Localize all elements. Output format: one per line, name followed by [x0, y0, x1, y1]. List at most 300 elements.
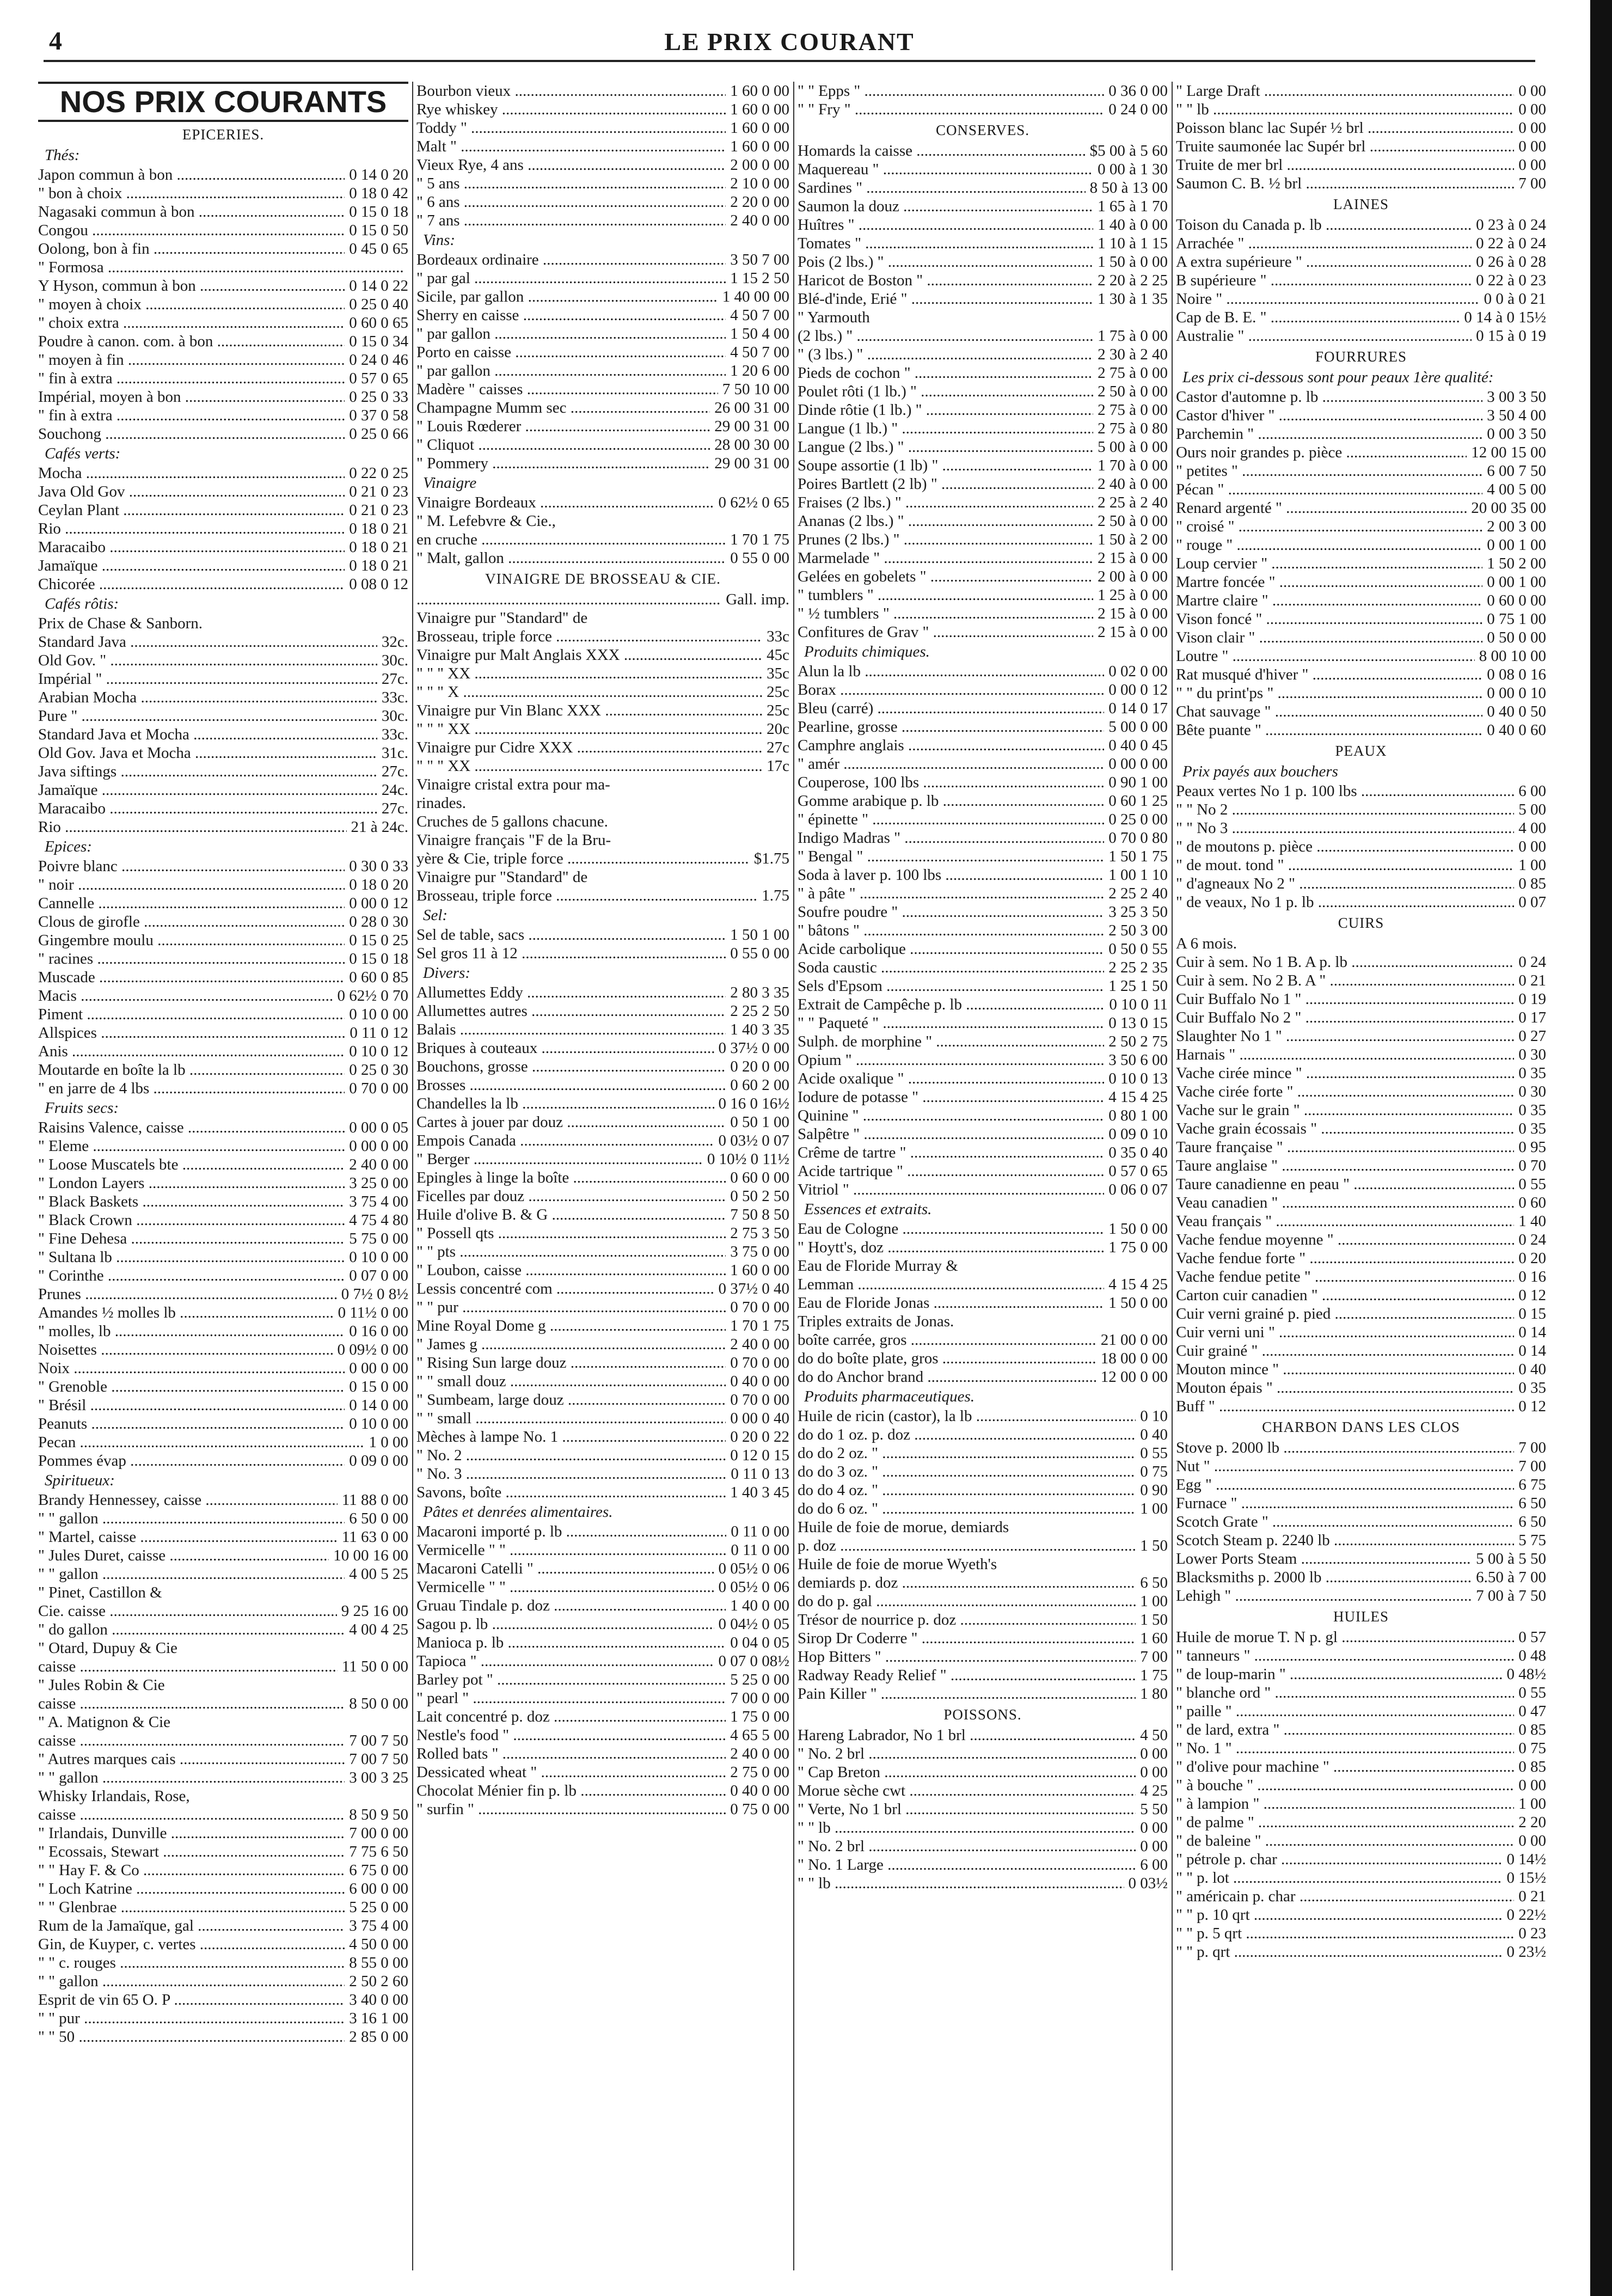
section-heading: PEAUX	[1335, 743, 1387, 759]
item-price: 0 00 0 12	[349, 895, 408, 912]
price-row	[798, 1220, 1168, 1238]
item-name: " " Glenbrae .....	[38, 1898, 345, 1917]
item-price: 2 40 0 00	[349, 1156, 408, 1173]
price-row	[1176, 665, 1546, 684]
item-name: Huile de ricin (castor), la lb .....	[798, 1407, 1136, 1425]
price-row	[38, 1750, 408, 1768]
item-name: " Formosa .....	[38, 258, 404, 277]
item-price: 2 50 à 0 00	[1098, 512, 1168, 530]
price-row	[38, 875, 408, 894]
item-name: Vinaigre pur Vin Blanc XXX .....	[416, 701, 762, 720]
item-price: 0 03½ 0 07	[718, 1132, 789, 1149]
price-row	[416, 1428, 789, 1446]
price-row	[798, 792, 1168, 810]
price-row	[1176, 1683, 1546, 1702]
price-row	[1176, 1193, 1546, 1212]
price-row	[38, 1879, 408, 1898]
item-name: Arrachée " .....	[1176, 234, 1472, 253]
price-row	[416, 1409, 789, 1428]
item-name: Quinine " .....	[798, 1106, 1104, 1125]
price-row	[416, 1150, 789, 1168]
item-name: " pétrole p. char .....	[1176, 1850, 1503, 1869]
item-price: 2 40 0 00	[730, 1745, 789, 1762]
item-price: 1 60 0 00	[730, 119, 789, 137]
item-price: 0 10 0 13	[1108, 1070, 1168, 1087]
item-name: " Black Crown .....	[38, 1211, 345, 1229]
price-row	[38, 1565, 408, 1583]
price-row	[798, 736, 1168, 755]
section-heading: FOURRURES	[1315, 348, 1407, 365]
price-row	[798, 1536, 1168, 1555]
price-row	[38, 1768, 408, 1787]
price-row	[416, 1335, 789, 1354]
item-price: 0 03½	[1128, 1875, 1168, 1892]
item-price: 0 22 0 25	[349, 464, 408, 482]
item-price: 4 15 4 25	[1108, 1088, 1168, 1106]
section-heading: POISSONS.	[943, 1706, 1022, 1723]
price-row	[38, 1211, 408, 1229]
price-row	[798, 866, 1168, 884]
item-name: Jamaïque .....	[38, 781, 377, 799]
item-name: Veau français " .....	[1176, 1212, 1514, 1230]
item-name: " " small .....	[416, 1409, 726, 1428]
item-price: 0 24 0 46	[349, 351, 408, 369]
item-price: 0 14	[1518, 1324, 1546, 1341]
section-masthead: NOS PRIX COURANTS	[38, 82, 408, 122]
item-price: 0 16 0 16½	[718, 1095, 789, 1112]
item-price: 0 30	[1518, 1083, 1546, 1100]
price-row	[798, 1014, 1168, 1032]
item-name: Truite saumonée lac Supér brl .....	[1176, 137, 1514, 156]
price-row	[1176, 327, 1546, 345]
item-name: Cannelle .....	[38, 894, 345, 913]
item-price: 0 18 0 21	[349, 520, 408, 537]
item-price: 0 00 0 10	[1487, 684, 1546, 702]
item-name: Poires Bartlett (2 lb) " .....	[798, 475, 1093, 493]
item-name: Allspices .....	[38, 1024, 345, 1042]
price-row	[416, 1002, 789, 1020]
item-price: 2 25 2 40	[1108, 885, 1168, 902]
item-name: demiards p. doz .....	[798, 1573, 1136, 1592]
price-row	[38, 538, 408, 556]
item-name: Poudre à canon. com. à bon .....	[38, 332, 345, 351]
price-row	[38, 799, 408, 818]
item-name: Camphre anglais .....	[798, 736, 1104, 755]
item-name: " " " XX .....	[416, 757, 762, 775]
price-row	[1176, 1887, 1546, 1906]
price-row	[798, 216, 1168, 234]
item-price: 33c.	[381, 689, 408, 706]
price-row	[38, 857, 408, 875]
price-row	[1176, 308, 1546, 327]
price-row	[1176, 425, 1546, 443]
item-name: Lait concentré p. doz .....	[416, 1707, 726, 1726]
text-line: Prix de Chase & Sanborn.	[38, 615, 203, 632]
item-price: 0 12 0 15	[730, 1447, 789, 1464]
item-price: 11 63 0 00	[341, 1528, 408, 1546]
item-name: Pecan .....	[38, 1433, 365, 1452]
item-price: 0 08 0 12	[349, 575, 408, 593]
price-row	[38, 1303, 408, 1322]
price-row	[798, 1032, 1168, 1051]
item-name: Stove p. 2000 lb .....	[1176, 1438, 1514, 1457]
item-price: 4 00 5 25	[349, 1565, 408, 1583]
price-row	[1176, 216, 1546, 234]
text-line: " Pinet, Castillon &	[38, 1584, 162, 1601]
price-row	[38, 369, 408, 388]
newspaper-title: LE PRIX COURANT	[664, 28, 915, 56]
item-price: 0 25 0 66	[349, 425, 408, 443]
item-price: 0 07 0 08½	[718, 1652, 789, 1670]
item-price: 28 00 30 00	[714, 436, 789, 454]
price-row	[416, 493, 789, 512]
item-name: Muscade .....	[38, 968, 345, 987]
price-row	[416, 119, 789, 137]
price-row	[38, 1192, 408, 1211]
item-price: 3 40 0 00	[349, 1991, 408, 2009]
item-name: Gelées en gobelets " .....	[798, 567, 1093, 586]
item-name: " par gallon .....	[416, 362, 726, 380]
item-name: " No. 2 brl .....	[798, 1744, 1136, 1763]
item-price: 7 00	[1518, 1439, 1546, 1456]
price-row	[38, 1229, 408, 1248]
item-price: 0 15 0 00	[349, 1378, 408, 1395]
price-row	[1176, 782, 1546, 800]
item-price: 0 14 0 00	[349, 1397, 408, 1414]
item-price: 0 23½	[1506, 1943, 1546, 1961]
item-name: Macaroni Catelli " .....	[416, 1559, 714, 1578]
item-name: Cuir verni uni " .....	[1176, 1323, 1514, 1342]
item-price: 3 50 4 00	[1487, 407, 1546, 424]
price-row	[798, 1125, 1168, 1143]
item-name: " No. 2 .....	[416, 1446, 726, 1465]
item-name: Mouton mince " .....	[1176, 1360, 1514, 1379]
price-row	[38, 1824, 408, 1842]
item-price: 0 25 0 30	[349, 1061, 408, 1079]
price-row	[798, 530, 1168, 549]
item-price: 3 00 3 50	[1487, 388, 1546, 406]
price-row	[38, 781, 408, 799]
price-column-2	[416, 82, 789, 2270]
price-row	[416, 287, 789, 306]
price-row	[1176, 1832, 1546, 1850]
price-row	[416, 1076, 789, 1094]
price-row	[1176, 684, 1546, 702]
item-price: 0 75	[1518, 1740, 1546, 1757]
item-price: 2 75 à 0 00	[1098, 364, 1168, 382]
item-name: Brandy Hennessey, caisse .....	[38, 1491, 338, 1509]
item-price: 6 50	[1518, 1513, 1546, 1530]
item-price: 0 30 0 33	[349, 858, 408, 875]
item-name: " Loch Katrine .....	[38, 1879, 345, 1898]
item-name: Prunes .....	[38, 1285, 337, 1303]
price-row	[38, 221, 408, 240]
item-name: Langue (2 lbs.) " .....	[798, 438, 1093, 456]
item-name: Hareng Labrador, No 1 brl .....	[798, 1726, 1136, 1744]
item-name: " par gallon .....	[416, 324, 726, 343]
price-row	[1176, 990, 1546, 1008]
price-row	[798, 234, 1168, 253]
item-name: Clous de girofle .....	[38, 913, 345, 931]
item-name: Vache grain écossais " .....	[1176, 1119, 1514, 1138]
price-row	[1176, 971, 1546, 990]
price-row	[38, 166, 408, 184]
item-price: 2 20 à 2 25	[1098, 272, 1168, 289]
item-name: " racines .....	[38, 950, 345, 968]
item-name: " de baleine " .....	[1176, 1832, 1514, 1850]
item-name: Vache sur le grain " .....	[1176, 1101, 1514, 1119]
item-price: 0 00	[1518, 138, 1546, 155]
item-name: Sel de table, sacs .....	[416, 926, 726, 944]
item-price: 6 75	[1518, 1476, 1546, 1493]
price-row	[38, 1285, 408, 1303]
price-row	[38, 1155, 408, 1174]
item-price: 0 00	[1140, 1838, 1168, 1855]
item-name: Balais .....	[416, 1020, 726, 1039]
item-name: Vache fendue forte " .....	[1176, 1249, 1514, 1268]
price-row	[798, 160, 1168, 179]
item-price: 7 00 7 50	[349, 1750, 408, 1768]
item-price: 0 16 0 00	[349, 1323, 408, 1340]
item-price: 35c	[767, 665, 789, 682]
item-name: " Loose Muscatels bte .....	[38, 1155, 345, 1174]
item-name: " " gallon .....	[38, 1565, 345, 1583]
price-row	[1176, 1646, 1546, 1665]
price-row	[38, 1935, 408, 1954]
item-name: " en jarre de 4 lbs .....	[38, 1079, 345, 1098]
item-price: 2 40 0 00	[730, 212, 789, 229]
price-row	[416, 1317, 789, 1335]
price-row	[798, 884, 1168, 903]
item-name: Peanuts .....	[38, 1415, 345, 1433]
price-row	[38, 1528, 408, 1546]
item-name: " Verte, No 1 brl .....	[798, 1800, 1136, 1819]
price-row	[1176, 628, 1546, 647]
price-row	[1176, 1587, 1546, 1605]
item-name: " " " X .....	[416, 683, 762, 701]
item-name: Eau de Cologne .....	[798, 1220, 1104, 1238]
item-name: Moutarde en boîte la lb .....	[38, 1061, 345, 1079]
item-price: 0 35	[1518, 1120, 1546, 1137]
price-row	[1176, 554, 1546, 573]
price-row	[416, 683, 789, 701]
price-row	[1176, 82, 1546, 100]
item-name: Acide tartrique " .....	[798, 1162, 1104, 1180]
item-price: 12 00 15 00	[1471, 444, 1546, 461]
item-price: 29 00 31 00	[714, 418, 789, 435]
price-row	[416, 137, 789, 156]
item-price: 0 00	[1518, 838, 1546, 855]
price-row	[38, 203, 408, 221]
price-row	[38, 1042, 408, 1061]
item-price: 0 22 à 0 23	[1476, 272, 1546, 289]
item-price: 21 à 24c.	[351, 818, 408, 836]
price-row	[798, 290, 1168, 308]
price-column-4	[1176, 82, 1546, 2270]
item-price: 0 48½	[1506, 1666, 1546, 1683]
price-row	[1176, 721, 1546, 739]
item-name: Gomme arabique p. lb .....	[798, 792, 1104, 810]
item-name: " petites " .....	[1176, 462, 1482, 480]
price-row	[1176, 1138, 1546, 1156]
item-name: " paille " .....	[1176, 1702, 1514, 1721]
item-price: 4 00	[1518, 819, 1546, 837]
item-name: Champagne Mumm sec .....	[416, 399, 710, 417]
price-row	[38, 351, 408, 369]
price-row	[416, 1559, 789, 1578]
item-price: 0 57	[1518, 1628, 1546, 1646]
price-row	[798, 623, 1168, 641]
item-name: " Cliquot .....	[416, 436, 710, 454]
item-price: 0 16	[1518, 1268, 1546, 1285]
price-row	[38, 1842, 408, 1861]
item-name: " " Fry " .....	[798, 100, 1104, 119]
item-name: " " p. qrt .....	[1176, 1943, 1503, 1961]
item-price: 0 40 0 60	[1487, 721, 1546, 739]
item-name: Ficelles par douz .....	[416, 1187, 726, 1205]
item-price: 0 15½	[1506, 1869, 1546, 1887]
item-price: 1 00	[1518, 856, 1546, 874]
item-name: Briques à couteaux .....	[416, 1039, 714, 1057]
item-name: Impérial " .....	[38, 670, 377, 688]
item-price: 0 85	[1518, 875, 1546, 892]
item-price: 0 40	[1140, 1426, 1168, 1443]
item-price: 1 60 0 00	[730, 138, 789, 155]
price-row	[416, 1279, 789, 1298]
section-heading: CHARBON DANS LES CLOS	[1262, 1419, 1460, 1435]
item-price: 0 60 0 65	[349, 314, 408, 332]
item-name: Rum de la Jamaïque, gal .....	[38, 1917, 345, 1935]
item-price: 0 00 à 1 30	[1098, 161, 1168, 178]
item-price: 1 75 0 00	[1108, 1239, 1168, 1256]
price-row	[798, 1629, 1168, 1648]
item-price: 0 18 0 20	[349, 876, 408, 893]
item-price: 0 85	[1518, 1758, 1546, 1775]
item-name: " 6 ans .....	[416, 193, 726, 211]
text-line: " Otard, Dupuy & Cie	[38, 1639, 177, 1657]
price-row	[416, 1354, 789, 1372]
item-name: Sardines " .....	[798, 179, 1086, 197]
item-name: Maracaibo .....	[38, 799, 377, 818]
item-price: $5 00 à 5 60	[1089, 142, 1168, 160]
item-price: 0 09 0 10	[1108, 1125, 1168, 1143]
price-row	[798, 1611, 1168, 1629]
item-price: 4 65 5 00	[730, 1726, 789, 1744]
item-name: Rat musqué d'hiver " .....	[1176, 665, 1482, 684]
price-row	[1176, 1739, 1546, 1758]
price-row	[1176, 1286, 1546, 1305]
item-name: do do 3 oz. " .....	[798, 1462, 1136, 1481]
item-name: " américain p. char .....	[1176, 1887, 1514, 1906]
price-row	[416, 1578, 789, 1596]
item-price: 0 15 0 18	[349, 203, 408, 221]
price-row	[416, 436, 789, 454]
item-price: 1 50	[1140, 1537, 1168, 1554]
price-row	[798, 271, 1168, 290]
subsection-heading: Sel:	[423, 907, 448, 924]
subsection-heading: Cafés verts:	[45, 445, 121, 462]
item-name: Maracaibo .....	[38, 538, 345, 556]
item-price: 0 00 0 12	[1108, 681, 1168, 699]
price-row	[1176, 573, 1546, 591]
item-price: 3 50 6 00	[1108, 1051, 1168, 1069]
item-price: 0 21	[1518, 1888, 1546, 1905]
item-name: B supérieure " .....	[1176, 271, 1472, 290]
price-row	[416, 250, 789, 269]
item-name: Lower Ports Steam .....	[1176, 1550, 1472, 1568]
item-name: Rolled bats " .....	[416, 1744, 726, 1763]
item-name: Maquereau " .....	[798, 160, 1093, 179]
item-price: 0 40 0 45	[1108, 737, 1168, 754]
price-row	[1176, 1064, 1546, 1082]
price-row	[38, 950, 408, 968]
item-name: Brosseau, triple force .....	[416, 627, 762, 646]
price-row	[38, 913, 408, 931]
item-name: " noir .....	[38, 875, 345, 894]
item-name: Porto en caisse .....	[416, 343, 726, 362]
price-row	[1176, 800, 1546, 819]
item-name: Vache cirée mince " .....	[1176, 1064, 1514, 1082]
item-name: " à lampion " .....	[1176, 1795, 1514, 1813]
item-price: 32c.	[381, 633, 408, 651]
item-price: 2 75 à 0 00	[1098, 401, 1168, 419]
item-name: " " small douz .....	[416, 1372, 726, 1391]
item-name: " " p. 5 qrt .....	[1176, 1924, 1514, 1943]
item-price: 4 50 0 00	[349, 1936, 408, 1953]
item-price: 2 50 3 00	[1108, 922, 1168, 939]
item-price: 0 10½ 0 11½	[707, 1150, 789, 1168]
item-name: Noix .....	[38, 1359, 345, 1377]
price-row	[416, 1020, 789, 1039]
item-name: " (3 lbs.) " .....	[798, 345, 1093, 364]
item-name: Vinaigre Bordeaux .....	[416, 493, 714, 512]
item-price: 0 80 1 00	[1108, 1107, 1168, 1124]
price-row	[798, 1088, 1168, 1106]
item-name: " " c. rouges .....	[38, 1954, 345, 1972]
item-price: 2 80 3 35	[730, 984, 789, 1001]
item-name: Acide oxalique " .....	[798, 1069, 1104, 1088]
item-price: 3 25 0 00	[349, 1174, 408, 1192]
item-price: 2 15 à 0 00	[1098, 605, 1168, 622]
item-name: " No. 1 " .....	[1176, 1739, 1514, 1758]
item-price: 2 40 0 00	[730, 1336, 789, 1353]
item-price: 29 00 31 00	[714, 455, 789, 472]
price-row	[416, 1039, 789, 1057]
price-row	[416, 1298, 789, 1317]
item-price	[404, 258, 408, 277]
item-name: " blanche ord " .....	[1176, 1683, 1514, 1702]
price-row	[416, 417, 789, 436]
price-row	[38, 1079, 408, 1098]
item-name: Standard Java .....	[38, 633, 377, 651]
text-line: " Yarmouth	[798, 309, 870, 326]
item-name: Oolong, bon à fin .....	[38, 240, 345, 258]
price-row	[1176, 480, 1546, 499]
item-price: 0 00 0 00	[349, 1360, 408, 1377]
price-row	[798, 1481, 1168, 1499]
price-row	[416, 174, 789, 193]
item-price: 1 15 2 50	[730, 270, 789, 287]
item-price: 8 50 9 50	[349, 1806, 408, 1823]
price-row	[1176, 253, 1546, 271]
price-row	[38, 1694, 408, 1713]
item-name: Chicorée .....	[38, 575, 345, 593]
item-name: Sulph. de morphine " .....	[798, 1032, 1104, 1051]
price-row	[38, 987, 408, 1005]
price-row	[1176, 499, 1546, 517]
price-row	[1176, 1212, 1546, 1230]
item-price: 2 40 à 0 00	[1098, 475, 1168, 493]
